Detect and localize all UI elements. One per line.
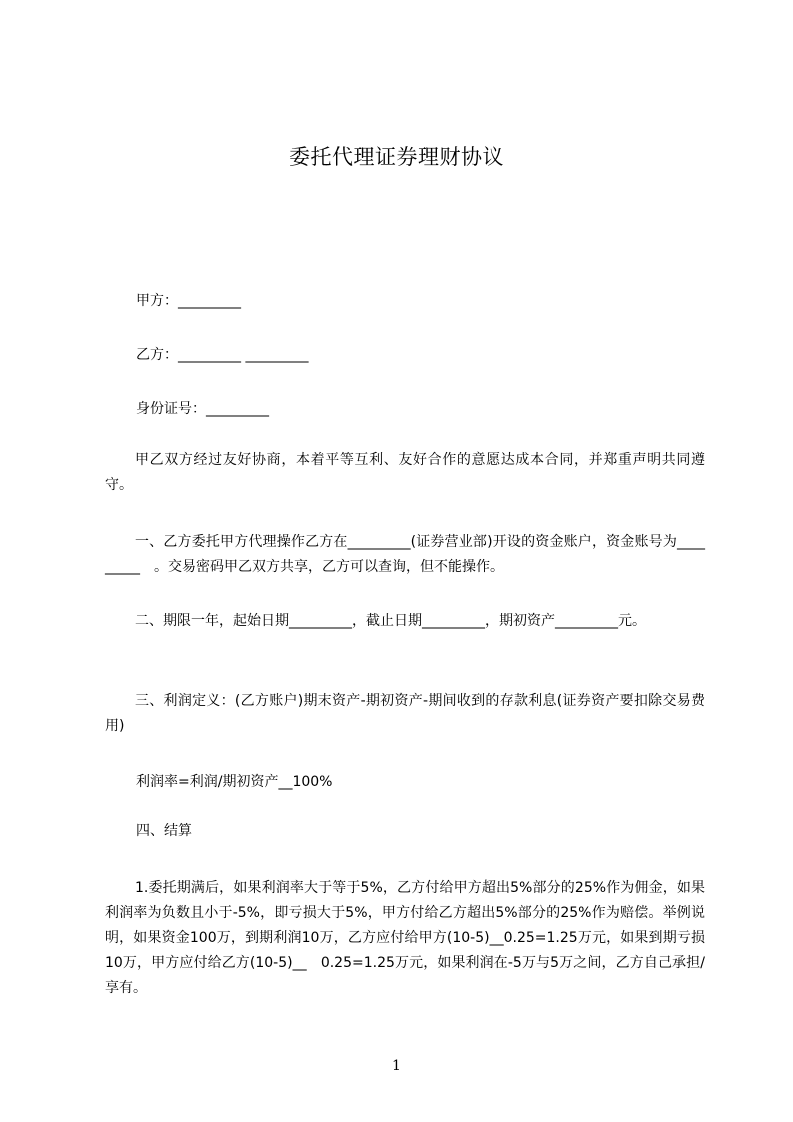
clause-4-heading: 四、结算 xyxy=(136,823,192,839)
document-title: 委托代理证券理财协议 xyxy=(289,145,504,169)
settlement-paragraph: 1.委托期满后，如果利润率大于等于5%，乙方付给甲方超出5%部分的25%作为佣金，如果利润率为负数且小于-5%，即亏损大于5%，甲方付给乙方超出5%部分的25%作为赔偿。举例说明，如果资金100万，到期利润10万，乙方应付给甲方(10-5)__0.25=1.25万元，如果到期亏损10万，甲方应付给乙方(10-5)__ 0.25=1.25万元，如果利润在-5万与5万之间，乙方自己承担/享有。 xyxy=(105,880,705,996)
clause-2-paragraph: 二、期限一年，起始日期_________，截止日期_________，期初资产_________元。 xyxy=(135,613,646,629)
id-number-line: 身份证号：_________ xyxy=(136,401,269,417)
clause-3-paragraph: 三、利润定义：(乙方账户)期末资产-期初资产-期间收到的存款利息(证券资产要扣除交易费用) xyxy=(105,693,705,734)
clause-1-paragraph: 一、乙方委托甲方代理操作乙方在_________(证券营业部)开设的资金账户，资金账号为_________ 。交易密码甲乙双方共享，乙方可以查询，但不能操作。 xyxy=(105,534,705,575)
party-a-line: 甲方：_________ xyxy=(136,293,241,309)
profit-rate-line: 利润率=利润/期初资产__100% xyxy=(136,774,333,790)
party-b-line: 乙方：_________ _________ xyxy=(136,347,309,363)
intro-paragraph: 甲乙双方经过友好协商，本着平等互利、友好合作的意愿达成本合同，并郑重声明共同遵守。 xyxy=(105,452,705,493)
page-number: 1 xyxy=(392,1058,401,1074)
